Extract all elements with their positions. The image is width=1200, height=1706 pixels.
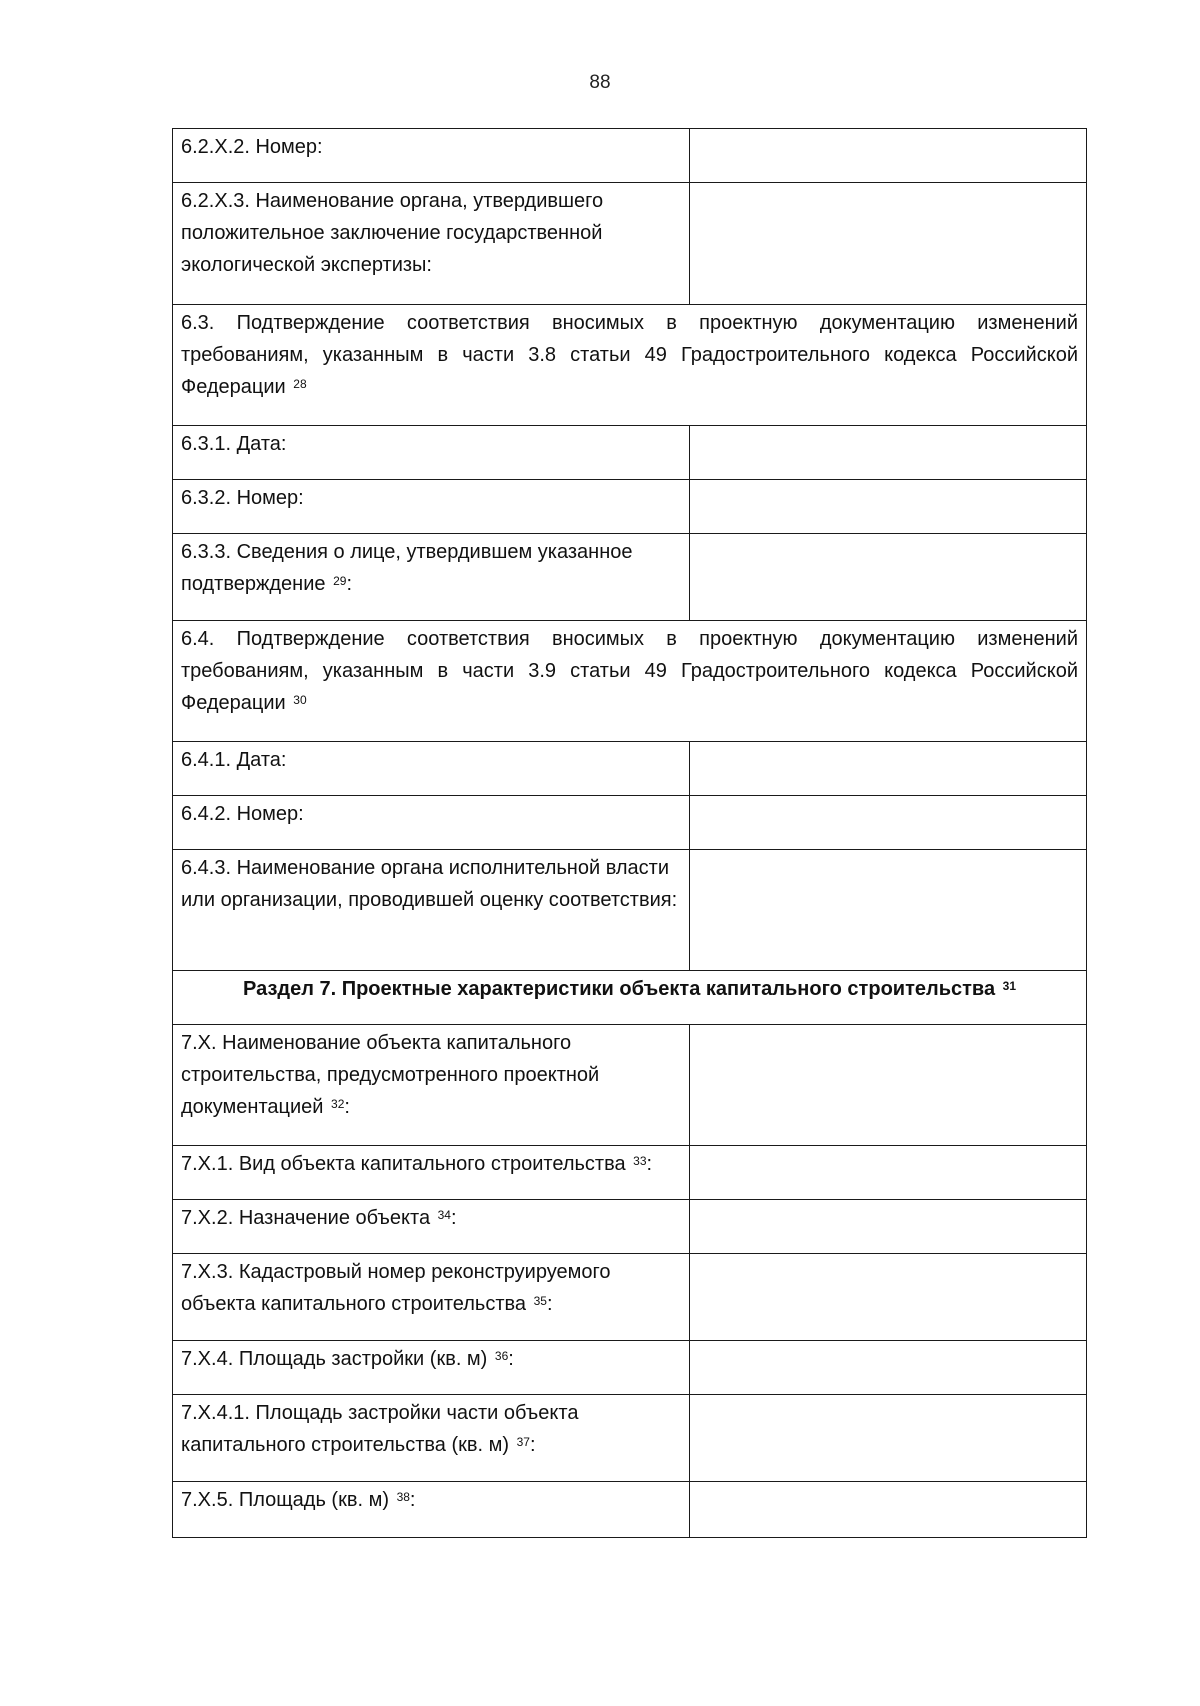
field-label-cell — [173, 1395, 690, 1482]
form-row — [173, 305, 1087, 426]
row-label: 6.3.2. Номер: — [181, 487, 304, 509]
row-label: 7.X.4.1. Площадь застройки части объекта капитального строительства (кв. м) — [181, 1402, 579, 1456]
form-row — [173, 971, 1087, 1025]
footnote-ref: 34 — [437, 1208, 451, 1222]
field-value-cell[interactable] — [690, 1341, 1087, 1395]
field-value-cell[interactable] — [690, 1200, 1087, 1254]
label-suffix: : — [508, 1348, 514, 1370]
form-row — [173, 1395, 1087, 1482]
label-suffix: : — [450, 1207, 457, 1229]
form-table — [172, 128, 1087, 1538]
row-label: 7.X.3. Кадастровый номер реконструируемого объекта капитального строительства — [181, 1261, 611, 1315]
field-value-cell[interactable] — [690, 796, 1087, 850]
field-value-cell[interactable] — [690, 480, 1087, 534]
row-label: Раздел 7. Проектные характеристики объекта капитального строительства — [243, 978, 996, 1000]
field-label-cell — [173, 480, 690, 534]
row-label: 7.X.1. Вид объекта капитального строительства — [181, 1153, 626, 1175]
footnote-ref: 38 — [396, 1490, 410, 1504]
field-label-cell — [173, 1200, 690, 1254]
label-suffix: : — [409, 1489, 416, 1511]
form-row — [173, 621, 1087, 742]
field-value-cell[interactable] — [690, 1482, 1087, 1538]
form-row — [173, 183, 1087, 305]
section-heading — [173, 971, 1087, 1025]
form-row — [173, 1025, 1087, 1146]
form-row — [173, 1200, 1087, 1254]
form-row — [173, 742, 1087, 796]
row-label: 7.X.4. Площадь застройки (кв. м) — [181, 1348, 488, 1370]
field-value-cell[interactable] — [690, 850, 1087, 971]
form-row — [173, 1254, 1087, 1341]
field-label-cell — [173, 742, 690, 796]
form-row — [173, 534, 1087, 621]
label-suffix: : — [346, 573, 352, 595]
form-row — [173, 796, 1087, 850]
page-number: 88 — [589, 72, 611, 93]
field-label-cell — [173, 129, 690, 183]
footnote-ref: 28 — [293, 377, 307, 391]
form-row — [173, 850, 1087, 971]
field-label-cell — [173, 1341, 690, 1395]
field-label-cell — [173, 1482, 690, 1538]
field-label-cell — [173, 1146, 690, 1200]
field-label-cell — [173, 426, 690, 480]
group-heading — [173, 621, 1087, 742]
row-label: 7.X. Наименование объекта капитального строительства, предусмотренного проектной документацией — [181, 1032, 600, 1118]
footnote-ref: 35 — [533, 1294, 547, 1308]
row-label: 6.4. Подтверждение соответствия вносимых в проектную документацию изменений требованиям, указанным в части 3.9 статьи 49 Градостроительного кодекса Российской Федерации — [181, 628, 1078, 714]
row-label: 6.4.1. Дата: — [181, 749, 287, 771]
label-suffix: : — [344, 1096, 350, 1118]
field-value-cell[interactable] — [690, 742, 1087, 796]
row-label: 6.4.2. Номер: — [181, 803, 304, 825]
field-value-cell[interactable] — [690, 1146, 1087, 1200]
label-suffix: : — [646, 1153, 653, 1175]
form-row — [173, 1341, 1087, 1395]
footnote-ref: 33 — [633, 1154, 647, 1168]
field-value-cell[interactable] — [690, 1254, 1087, 1341]
row-label: 6.3. Подтверждение соответствия вносимых в проектную документацию изменений требованиям, указанным в части 3.8 статьи 49 Градостроительного кодекса Российской Федерации — [181, 312, 1078, 398]
form-row — [173, 1146, 1087, 1200]
row-label: 6.3.1. Дата: — [181, 433, 287, 455]
form-row — [173, 1482, 1087, 1538]
footnote-ref: 31 — [1002, 979, 1016, 993]
row-label: 6.4.3. Наименование органа исполнительной власти или организации, проводившей оценку соответствия: — [181, 857, 678, 911]
field-label-cell — [173, 1025, 690, 1146]
footnote-ref: 30 — [293, 693, 307, 707]
row-label: 7.X.2. Назначение объекта — [181, 1207, 431, 1229]
footnote-ref: 29 — [333, 574, 347, 588]
field-value-cell[interactable] — [690, 1025, 1087, 1146]
row-label: 6.2.X.3. Наименование органа, утвердившего положительное заключение государственной экологической экспертизы: — [181, 190, 604, 276]
field-label-cell — [173, 1254, 690, 1341]
field-value-cell[interactable] — [690, 183, 1087, 305]
row-label: 6.3.3. Сведения о лице, утвердившем указанное подтверждение — [181, 541, 633, 595]
footnote-ref: 37 — [516, 1435, 530, 1449]
field-value-cell[interactable] — [690, 534, 1087, 621]
form-row — [173, 129, 1087, 183]
footnote-ref: 36 — [494, 1349, 509, 1363]
label-suffix: : — [529, 1434, 536, 1456]
row-label: 7.X.5. Площадь (кв. м) — [181, 1489, 389, 1511]
group-heading — [173, 305, 1087, 426]
row-label: 6.2.X.2. Номер: — [181, 136, 323, 158]
form-row — [173, 480, 1087, 534]
field-label-cell — [173, 796, 690, 850]
field-label-cell — [173, 850, 690, 971]
field-label-cell — [173, 534, 690, 621]
field-value-cell[interactable] — [690, 1395, 1087, 1482]
form-row — [173, 426, 1087, 480]
label-suffix: : — [546, 1293, 553, 1315]
field-label-cell — [173, 183, 690, 305]
field-value-cell[interactable] — [690, 426, 1087, 480]
field-value-cell[interactable] — [690, 129, 1087, 183]
footnote-ref: 32 — [331, 1097, 345, 1111]
